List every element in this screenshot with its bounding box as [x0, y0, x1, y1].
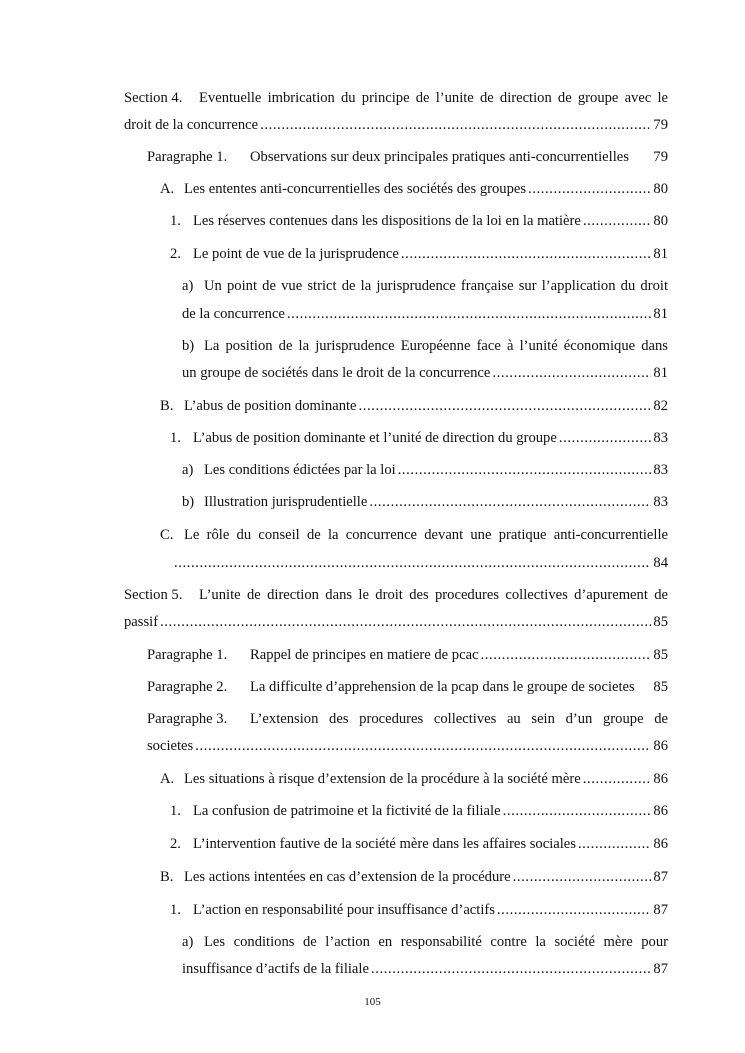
- dot-leader: [578, 834, 651, 854]
- toc-entry-number: Paragraphe 3.: [147, 711, 228, 727]
- toc-entry[interactable]: [160, 769, 668, 789]
- toc-entry-number: b): [182, 494, 195, 510]
- toc-entry-page: 86: [653, 836, 668, 852]
- dot-leader: [559, 428, 652, 448]
- toc-entry-page: 84: [653, 555, 668, 571]
- toc-entry-page: 83: [653, 462, 668, 478]
- toc-entry-page: 79: [653, 149, 668, 165]
- toc-entry[interactable]: [124, 585, 668, 605]
- toc-entry-number: 1.: [170, 902, 181, 918]
- toc-entry-number: 1.: [170, 430, 181, 446]
- toc-entry[interactable]: [124, 88, 668, 108]
- toc-entry[interactable]: [170, 211, 668, 231]
- toc-entry-title: Le point de vue de la jurisprudence: [193, 246, 399, 262]
- toc-entry-title: Eventuelle imbrication du principe de l’unite de direction de groupe avec le: [199, 90, 668, 106]
- toc-entry[interactable]: [160, 867, 668, 887]
- toc-entry-number: 1.: [170, 803, 181, 819]
- toc-entry-page: 86: [653, 803, 668, 819]
- toc-entry-title: L’action en responsabilité pour insuffisance d’actifs: [193, 902, 495, 918]
- toc-entry[interactable]: [170, 801, 668, 821]
- dot-leader: [583, 769, 652, 789]
- toc-entry[interactable]: [160, 179, 668, 199]
- toc-entry-title: L’intervention fautive de la société mère dans les affaires sociales: [193, 836, 576, 852]
- dot-leader: [160, 612, 651, 632]
- toc-entry-title: Un point de vue strict de la jurisprudence française sur l’application du droit: [204, 278, 668, 294]
- dot-leader: [528, 179, 651, 199]
- toc-entry-number: a): [182, 934, 194, 950]
- toc-entry-title: L’abus de position dominante et l’unité de direction du groupe: [193, 430, 557, 446]
- toc-entry-number: b): [182, 338, 195, 354]
- toc-entry-title: Les conditions édictées par la loi: [204, 462, 396, 478]
- toc-entry-number: 2.: [170, 246, 181, 262]
- dot-leader: [371, 959, 651, 979]
- toc-entry-title: La confusion de patrimoine et la fictivité de la filiale: [193, 803, 501, 819]
- toc-entry-page: 87: [653, 869, 668, 885]
- toc-entry-number: B.: [160, 869, 174, 885]
- dot-leader: [503, 801, 652, 821]
- toc-entry-page: 79: [653, 117, 668, 133]
- toc-entry[interactable]: [160, 525, 668, 545]
- toc-entry-number: Section 4.: [124, 90, 183, 106]
- toc-entry-title: insuffisance d’actifs de la filiale: [182, 961, 369, 977]
- toc-entry[interactable]: [147, 709, 668, 729]
- dot-leader: [287, 304, 652, 324]
- toc-entry-title: Le rôle du conseil de la concurrence devant une pratique anti-concurrentielle: [184, 527, 668, 543]
- dot-leader: [513, 867, 652, 887]
- toc-entry-page: 81: [653, 365, 668, 381]
- toc-entry-title: L’abus de position dominante: [184, 398, 357, 414]
- toc-entry-page: 83: [653, 494, 668, 510]
- toc-entry-title: Les conditions de l’action en responsabilité contre la société mère pour: [204, 934, 668, 950]
- toc-entry-number: C.: [160, 527, 174, 543]
- toc-entry-title: L’unite de direction dans le droit des procedures collectives d’apurement de: [199, 587, 668, 603]
- toc-entry[interactable]: [147, 645, 668, 665]
- toc-entry[interactable]: [172, 553, 668, 573]
- toc-entry-page: 81: [653, 306, 668, 322]
- toc-entry-page: 81: [653, 246, 668, 262]
- toc-entry-page: 85: [653, 614, 668, 630]
- page-number: 105: [364, 996, 381, 1008]
- dot-leader: [369, 492, 651, 512]
- dot-leader: [492, 363, 651, 383]
- toc-entry-title: Les ententes anti-concurrentielles des sociétés des groupes: [184, 181, 527, 197]
- toc-entry-title: La position de la jurisprudence Européenne face à l’unité économique dans: [204, 338, 668, 354]
- dot-leader: [401, 244, 652, 264]
- toc-entry-page: 80: [653, 213, 668, 229]
- toc-entry[interactable]: [124, 115, 668, 135]
- dot-leader: [260, 115, 651, 135]
- toc-entry-number: Paragraphe 1.: [147, 647, 228, 663]
- toc-entry-page: 85: [653, 679, 668, 695]
- toc-entry[interactable]: [182, 932, 668, 952]
- toc-entry-page: 85: [653, 647, 668, 663]
- toc-entry-number: 2.: [170, 836, 181, 852]
- toc-entry-page: 86: [653, 771, 668, 787]
- spacer: [629, 147, 653, 167]
- toc-entry-page: 87: [653, 961, 668, 977]
- dot-leader: [359, 396, 652, 416]
- toc-entry[interactable]: [182, 304, 668, 324]
- toc-entry-title: Rappel de principes en matiere de pcac: [250, 647, 479, 663]
- spacer: [635, 677, 654, 697]
- dot-leader: [398, 460, 652, 480]
- toc-entry-page: 87: [653, 902, 668, 918]
- toc-entry-title: Observations sur deux principales pratiques anti-concurrentielles: [250, 149, 629, 165]
- toc-entry-page: 82: [653, 398, 668, 414]
- toc-entry[interactable]: [182, 336, 668, 356]
- toc-entry[interactable]: [170, 834, 668, 854]
- toc-entry-title: un groupe de sociétés dans le droit de la concurrence: [182, 365, 491, 381]
- toc-entry-number: A.: [160, 181, 175, 197]
- toc-entry[interactable]: [182, 363, 668, 383]
- toc-entry[interactable]: [170, 244, 668, 264]
- toc-entry[interactable]: [182, 276, 668, 296]
- toc-entry[interactable]: [170, 428, 668, 448]
- toc-entry[interactable]: [182, 460, 668, 480]
- toc-entry-title: Les réserves contenues dans les dispositions de la loi en la matière: [193, 213, 581, 229]
- toc-entry[interactable]: [182, 959, 668, 979]
- toc-entry-number: 1.: [170, 213, 181, 229]
- dot-leader: [497, 900, 651, 920]
- toc-entry-number: B.: [160, 398, 174, 414]
- toc-entry-title: Les situations à risque d’extension de la procédure à la société mère: [184, 771, 581, 787]
- toc-entry[interactable]: [147, 736, 668, 756]
- toc-entry-title: Illustration jurisprudentielle: [204, 494, 368, 510]
- toc-entry[interactable]: [147, 677, 668, 697]
- toc-entry-title: Les actions intentées en cas d’extension de la procédure: [184, 869, 511, 885]
- dot-leader: [481, 645, 652, 665]
- dot-leader: [174, 553, 651, 573]
- toc-entry[interactable]: [160, 396, 668, 416]
- toc-entry-number: Paragraphe 2.: [147, 679, 228, 695]
- toc-entry-page: 80: [653, 181, 668, 197]
- toc-entry-title: La difficulte d’apprehension de la pcap dans le groupe de societes: [250, 679, 635, 695]
- toc-entry[interactable]: [170, 900, 668, 920]
- toc-entry[interactable]: [182, 492, 668, 512]
- dot-leader: [583, 211, 652, 231]
- toc-entry-number: a): [182, 278, 194, 294]
- toc-entry-number: A.: [160, 771, 175, 787]
- toc-entry[interactable]: [147, 147, 668, 167]
- toc-entry[interactable]: [124, 612, 668, 632]
- toc-entry-number: Section 5.: [124, 587, 183, 603]
- toc-entry-page: 86: [653, 738, 668, 754]
- toc-entry-page: 83: [653, 430, 668, 446]
- toc-entry-title: societes: [147, 738, 194, 754]
- toc-entry-number: a): [182, 462, 194, 478]
- toc-entry-title: L’extension des procedures collectives au sein d’un groupe de: [250, 711, 668, 727]
- toc-entry-title: passif: [124, 614, 159, 630]
- toc-entry-title: de la concurrence: [182, 306, 285, 322]
- dot-leader: [195, 736, 651, 756]
- toc-entry-title: droit de la concurrence: [124, 117, 259, 133]
- toc-entry-number: Paragraphe 1.: [147, 149, 228, 165]
